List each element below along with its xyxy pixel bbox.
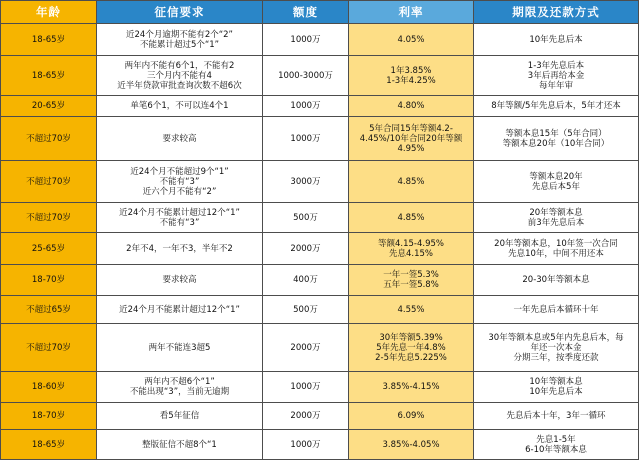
cell-amount: 400万 (263, 265, 349, 296)
cell-amount: 2000万 (263, 324, 349, 372)
header-credit-requirement: 征信要求 (97, 1, 263, 24)
cell-amount: 1000万 (263, 372, 349, 403)
cell-age: 不超过70岁 (1, 203, 97, 233)
cell-interest-rate: 6.09% (349, 403, 474, 430)
cell-term-repayment: 8年等额/5年先息后本，5年才还本 (474, 96, 639, 117)
cell-term-repayment: 等额本息20年 先息后本5年 (474, 161, 639, 203)
cell-term-repayment: 先息1-5年 6-10年等额本息 (474, 430, 639, 460)
header-amount: 额度 (263, 1, 349, 24)
cell-amount: 1000万 (263, 117, 349, 161)
cell-credit-requirement: 要求较高 (97, 265, 263, 296)
cell-term-repayment: 等额本息15年（5年合同） 等额本息20年（10年合同） (474, 117, 639, 161)
table-row (1, 372, 639, 403)
table-row (1, 403, 639, 430)
cell-age: 18-65岁 (1, 56, 97, 96)
cell-term-repayment: 10年先息后本 (474, 24, 639, 56)
cell-term-repayment: 30年等额本息或5年内先息后本，每 年还一次本金 分期三年，按季度还款 (474, 324, 639, 372)
cell-age: 18-65岁 (1, 430, 97, 460)
table-body (1, 24, 639, 460)
cell-credit-requirement: 单笔6个1，不可以连4个1 (97, 96, 263, 117)
cell-interest-rate: 4.05% (349, 24, 474, 56)
cell-amount: 2000万 (263, 233, 349, 265)
cell-credit-requirement: 近24个月不能超过9个“1” 不能有“3” 近六个月不能有“2” (97, 161, 263, 203)
cell-age: 不超过70岁 (1, 324, 97, 372)
cell-credit-requirement: 两年不能连3超5 (97, 324, 263, 372)
table-row (1, 430, 639, 460)
cell-interest-rate: 4.85% (349, 161, 474, 203)
cell-credit-requirement: 近24个月不能累计超过12个“1” 不能有“3” (97, 203, 263, 233)
cell-amount: 3000万 (263, 161, 349, 203)
header-interest-rate: 利率 (349, 1, 474, 24)
cell-amount: 1000万 (263, 96, 349, 117)
table-row (1, 296, 639, 324)
cell-term-repayment: 10年等额本息 10年先息后本 (474, 372, 639, 403)
table-row (1, 56, 639, 96)
cell-interest-rate: 4.85% (349, 203, 474, 233)
cell-term-repayment: 一年先息后本循环十年 (474, 296, 639, 324)
cell-amount: 500万 (263, 203, 349, 233)
cell-amount: 2000万 (263, 403, 349, 430)
cell-age: 18-70岁 (1, 403, 97, 430)
table-row (1, 203, 639, 233)
header-row (1, 1, 639, 24)
cell-age: 20-65岁 (1, 96, 97, 117)
cell-term-repayment: 20年等额本息 前3年先息后本 (474, 203, 639, 233)
cell-amount: 1000-3000万 (263, 56, 349, 96)
cell-interest-rate: 30年等额5.39% 5年先息一年4.8% 2-5年先息5.225% (349, 324, 474, 372)
table-row (1, 117, 639, 161)
cell-credit-requirement: 近24个月逾期不能有2个“2” 不能累计超过5个“1” (97, 24, 263, 56)
cell-credit-requirement: 2年不4，一年不3，半年不2 (97, 233, 263, 265)
cell-interest-rate: 等额4.15-4.95% 先息4.15% (349, 233, 474, 265)
cell-term-repayment: 先息后本十年，3年一循环 (474, 403, 639, 430)
table-row (1, 24, 639, 56)
cell-amount: 1000万 (263, 430, 349, 460)
cell-age: 不超过65岁 (1, 296, 97, 324)
table-row (1, 265, 639, 296)
cell-age: 18-65岁 (1, 24, 97, 56)
cell-credit-requirement: 要求较高 (97, 117, 263, 161)
cell-credit-requirement: 看5年征信 (97, 403, 263, 430)
cell-term-repayment: 20年等额本息，10年签一次合同 先息10年，中间不用还本 (474, 233, 639, 265)
cell-interest-rate: 3.85%-4.05% (349, 430, 474, 460)
cell-term-repayment: 20-30年等额本息 (474, 265, 639, 296)
table-row (1, 96, 639, 117)
cell-amount: 500万 (263, 296, 349, 324)
cell-term-repayment: 1-3年先息后本 3年后再给本金 每年年审 (474, 56, 639, 96)
cell-age: 不超过70岁 (1, 161, 97, 203)
cell-interest-rate: 3.85%-4.15% (349, 372, 474, 403)
cell-age: 不超过70岁 (1, 117, 97, 161)
header-age: 年龄 (1, 1, 97, 24)
cell-credit-requirement: 近24个月不能累计超过12个“1” (97, 296, 263, 324)
cell-amount: 1000万 (263, 24, 349, 56)
table-row (1, 161, 639, 203)
cell-credit-requirement: 两年内不能有6个1，不能有2 三个月内不能有4 近半年贷款审批查询次数不超6次 (97, 56, 263, 96)
header-term-repayment: 期限及还款方式 (474, 1, 639, 24)
cell-age: 18-60岁 (1, 372, 97, 403)
cell-interest-rate: 5年合同15年等额4.2- 4.45%/10年合同20年等额 4.95% (349, 117, 474, 161)
cell-credit-requirement: 整版征信不超8个“1 (97, 430, 263, 460)
cell-interest-rate: 一年一签5.3% 五年一签5.8% (349, 265, 474, 296)
cell-interest-rate: 4.80% (349, 96, 474, 117)
cell-age: 25-65岁 (1, 233, 97, 265)
cell-credit-requirement: 两年内不超6个“1” 不能出现“3”，当前无逾期 (97, 372, 263, 403)
cell-interest-rate: 1年3.85% 1-3年4.25% (349, 56, 474, 96)
table-header (1, 1, 639, 24)
cell-age: 18-70岁 (1, 265, 97, 296)
table-row (1, 324, 639, 372)
table-row (1, 233, 639, 265)
cell-interest-rate: 4.55% (349, 296, 474, 324)
